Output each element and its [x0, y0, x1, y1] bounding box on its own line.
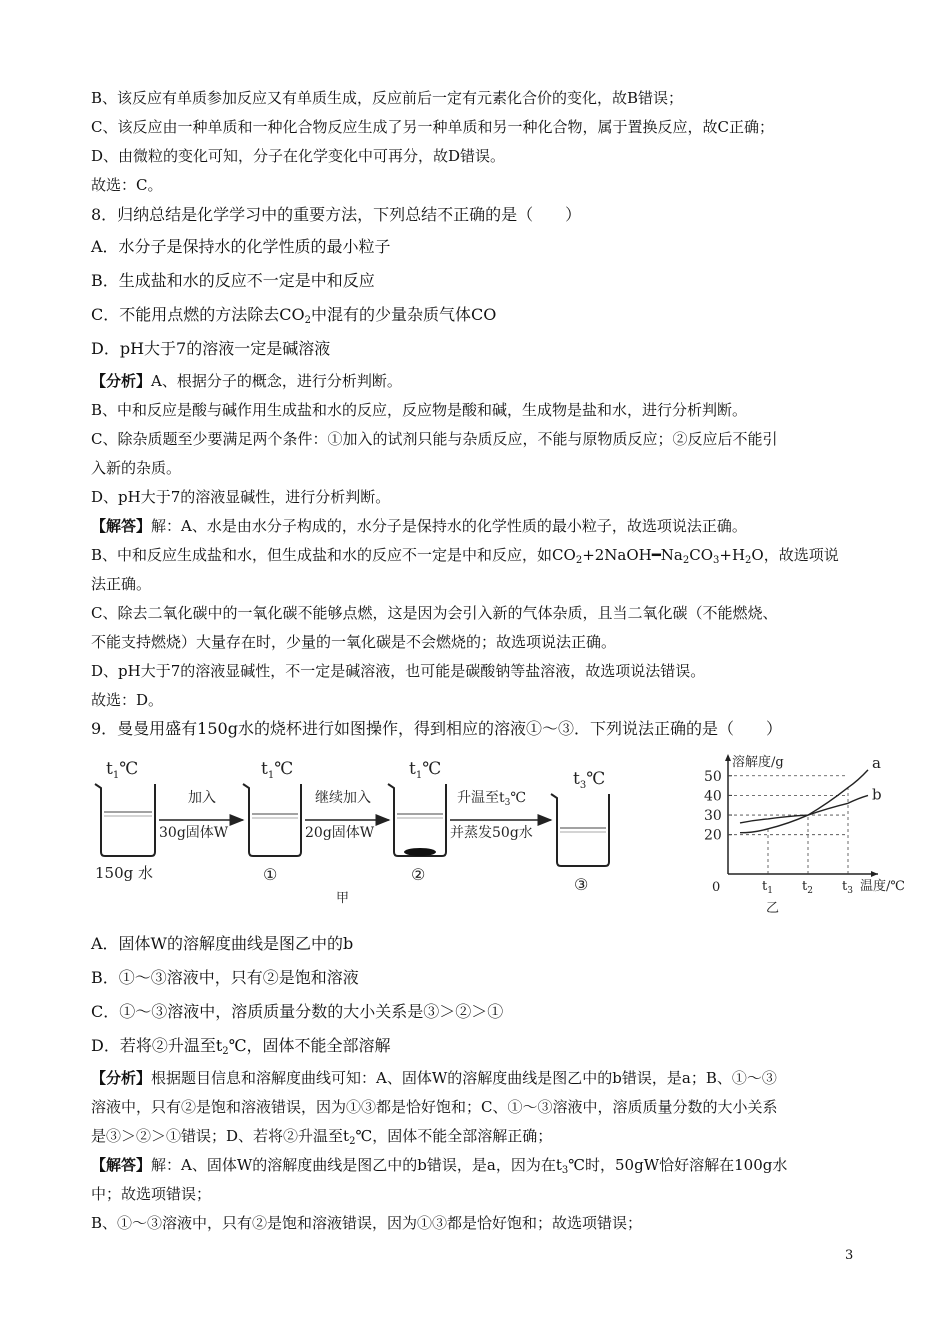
subscript: 2 [682, 555, 690, 566]
text-line-17 [91, 574, 151, 594]
undissolved-solid [404, 848, 436, 856]
beaker-4 [551, 769, 609, 894]
text-line-18 [91, 603, 777, 623]
text-line-4 [91, 175, 162, 195]
x-tick-label: $t_2$ [802, 879, 813, 896]
text-run: 不能支持燃烧）大量存在时，少量的一氧化碳是不会燃烧的；故选项说法正确。 [91, 633, 617, 651]
text-run: 中；故选项错误； [91, 1185, 212, 1203]
figure-jia-caption: 甲 [336, 891, 350, 906]
text-run: B．生成盐和水的反应不一定是中和反应 [91, 271, 375, 290]
solubility-chart [700, 752, 905, 922]
beaker-4-label: ③ [574, 875, 589, 894]
subscript: 2 [304, 315, 311, 326]
text-run: 9．曼曼用盛有150g水的烧杯进行如图操作，得到相应的溶液①～③．下列说法正确的是（ ） [91, 719, 782, 738]
beaker-2-label: ① [263, 865, 278, 884]
text-run: 故选：C。 [91, 176, 163, 194]
section-marker: 【解答】 [91, 1156, 152, 1174]
y-tick-label-40: 40 [704, 788, 722, 805]
subscript: 3 [713, 555, 720, 566]
text-run: A．固体W的溶解度曲线是图乙中的b [91, 934, 354, 953]
beaker-1-temp: $t_1℃$ [106, 759, 139, 781]
beaker-2-temp: $t_1℃$ [261, 759, 294, 781]
text-line-1 [91, 88, 683, 108]
subscript: 2 [222, 1046, 229, 1057]
text-line-16 [91, 545, 839, 571]
beaker-2 [243, 759, 301, 884]
arrow-1-bottom: 30g固体W [159, 825, 229, 841]
text-run: 8．归纳总结是化学学习中的重要方法，下列总结不正确的是（ ） [91, 205, 582, 224]
text-run: 故选：D。 [91, 691, 164, 709]
series-b-label: b [872, 785, 882, 804]
text-run: B、中和反应是酸与碱作用生成盐和水的反应，反应物是酸和碱，生成物是盐和水，进行分析判断。 [91, 401, 748, 419]
y-axis-arrow [725, 754, 731, 761]
text-run: ℃时，50gW恰好溶解在100g水 [568, 1156, 788, 1174]
arrow-3 [450, 790, 551, 841]
text-run: A、根据分子的概念，进行分析判断。 [151, 372, 402, 390]
y-axis-label: 溶解度/g [732, 755, 784, 770]
subscript: 2 [575, 555, 583, 566]
beaker-1 [95, 759, 155, 882]
text-line-12 [91, 429, 777, 449]
text-run: +2NaOH━Na [582, 546, 683, 564]
text-run: D．pH大于7的溶液一定是碱溶液 [91, 339, 331, 358]
chart-guides [728, 776, 848, 874]
arrow-1 [159, 790, 243, 841]
section-marker: 【分析】 [91, 372, 152, 390]
text-run: B、①～③溶液中，只有②是饱和溶液错误，因为①③都是恰好饱和；故选项错误； [91, 1214, 643, 1232]
text-run: D、pH大于7的溶液显碱性，进行分析判断。 [91, 488, 391, 506]
text-run: B．①～③溶液中，只有②是饱和溶液 [91, 968, 359, 987]
text-run: C．①～③溶液中，溶质质量分数的大小关系是③＞②＞① [91, 1002, 504, 1021]
origin-label: 0 [712, 880, 721, 895]
section-marker: 【分析】 [91, 1069, 152, 1087]
text-run: 入新的杂质。 [91, 459, 182, 477]
arrow-3-bottom: 并蒸发50g水 [450, 825, 533, 841]
x-tick-label: $t_3$ [842, 879, 853, 896]
text-run: 根据题目信息和溶解度曲线可知：A、固体W的溶解度曲线是图乙中的b错误，是a；B、①～③ [151, 1069, 777, 1087]
y-tick-label-50: 50 [704, 768, 722, 785]
text-run: B、中和反应生成盐和水，但生成盐和水的反应不一定是中和反应，如CO [91, 546, 576, 564]
text-line-27 [91, 1068, 777, 1088]
text-line-23 [91, 934, 353, 954]
text-run: 解：A、固体W的溶解度曲线是图乙中的b错误，是a，因为在t [151, 1156, 562, 1174]
text-line-13 [91, 458, 181, 478]
text-line-19 [91, 632, 616, 652]
text-line-10 [91, 371, 402, 391]
text-line-9 [91, 339, 330, 359]
chart-series [740, 770, 868, 833]
text-line-32 [91, 1213, 642, 1233]
beaker-4-temp: $t_3℃$ [573, 769, 606, 791]
page-number: 3 [845, 1248, 854, 1263]
arrow-3-top: 升温至$t_3℃$ [457, 790, 527, 808]
beaker-3-temp: $t_1℃$ [409, 759, 442, 781]
chart-caption: 乙 [766, 901, 780, 916]
text-line-15 [91, 516, 747, 536]
beaker-1-label: 150g 水 [95, 864, 154, 882]
text-run: +H [719, 546, 746, 564]
text-run: C、该反应由一种单质和一种化合物反应生成了另一种单质和另一种化合物，属于置换反应，故C正确； [91, 118, 774, 136]
text-run: ℃，固体不能全部溶解 [228, 1036, 391, 1055]
subscript: 2 [349, 1136, 356, 1147]
text-line-3 [91, 146, 505, 166]
text-line-24 [91, 968, 359, 988]
text-line-5 [91, 205, 581, 225]
text-run: 中混有的少量杂质气体CO [310, 305, 497, 324]
text-run: B、该反应有单质参加反应又有单质生成，反应前后一定有元素化合价的变化，故B错误； [91, 89, 684, 107]
figure-jia [91, 752, 651, 912]
text-run: 解：A、水是由水分子构成的，水分子是保持水的化学性质的最小粒子，故选项说法正确。 [151, 517, 747, 535]
text-line-8 [91, 305, 496, 331]
subscript: 2 [745, 555, 752, 566]
series-a-label: a [872, 753, 881, 772]
text-run: C、除杂质题至少要满足两个条件：①加入的试剂只能与杂质反应，不能与原物质反应；②反应后不能引 [91, 430, 778, 448]
y-tick-label-30: 30 [704, 808, 722, 825]
beaker-3-label: ② [411, 865, 426, 884]
text-run: C．不能用点燃的方法除去CO [91, 305, 305, 324]
text-line-6 [91, 237, 391, 257]
text-line-26 [91, 1036, 391, 1062]
text-run: O，故选项说 [751, 546, 839, 564]
arrow-2-bottom: 20g固体W [305, 825, 375, 841]
x-axis-label: 温度/℃ [860, 879, 905, 894]
text-line-22 [91, 719, 782, 739]
text-run: C、除去二氧化碳中的一氧化碳不能够点燃，这是因为会引入新的气体杂质，且当二氧化碳（不能燃烧、 [91, 604, 778, 622]
section-marker: 【解答】 [91, 517, 152, 535]
series-b-line [740, 795, 868, 823]
text-line-7 [91, 271, 375, 291]
text-run: A．水分子是保持水的化学性质的最小粒子 [91, 237, 391, 256]
text-run: CO [689, 546, 714, 564]
text-run: D、pH大于7的溶液显碱性，不一定是碱溶液，也可能是碳酸钠等盐溶液，故选项说法错误。 [91, 662, 706, 680]
arrow-1-top: 加入 [188, 790, 216, 806]
x-axis-arrow [871, 871, 878, 877]
arrow-2-top: 继续加入 [315, 790, 371, 806]
text-run: 法正确。 [91, 575, 152, 593]
text-line-30 [91, 1155, 787, 1181]
text-line-11 [91, 400, 747, 420]
text-line-2 [91, 117, 774, 137]
text-run: D．若将②升温至t [91, 1036, 223, 1055]
y-tick-label-20: 20 [704, 827, 722, 844]
text-line-14 [91, 487, 390, 507]
series-a-line [740, 770, 868, 833]
text-run: ℃，固体不能全部溶解正确； [355, 1127, 553, 1145]
text-line-20 [91, 661, 705, 681]
x-tick-label: $t_1$ [762, 879, 773, 896]
text-line-28 [91, 1097, 777, 1117]
text-line-31 [91, 1184, 211, 1204]
arrow-2 [305, 789, 389, 841]
beaker-3 [388, 759, 446, 884]
text-line-21 [91, 690, 163, 710]
text-line-25 [91, 1002, 503, 1022]
text-run: 溶液中，只有②是饱和溶液错误，因为①③都是恰好饱和；C、①～③溶液中，溶质质量分数的大小关系 [91, 1098, 778, 1116]
text-line-29 [91, 1126, 552, 1152]
text-run: 是③＞②＞①错误；D、若将②升温至t [91, 1127, 350, 1145]
subscript: 3 [561, 1165, 569, 1176]
text-run: D、由微粒的变化可知，分子在化学变化中可再分，故D错误。 [91, 147, 506, 165]
